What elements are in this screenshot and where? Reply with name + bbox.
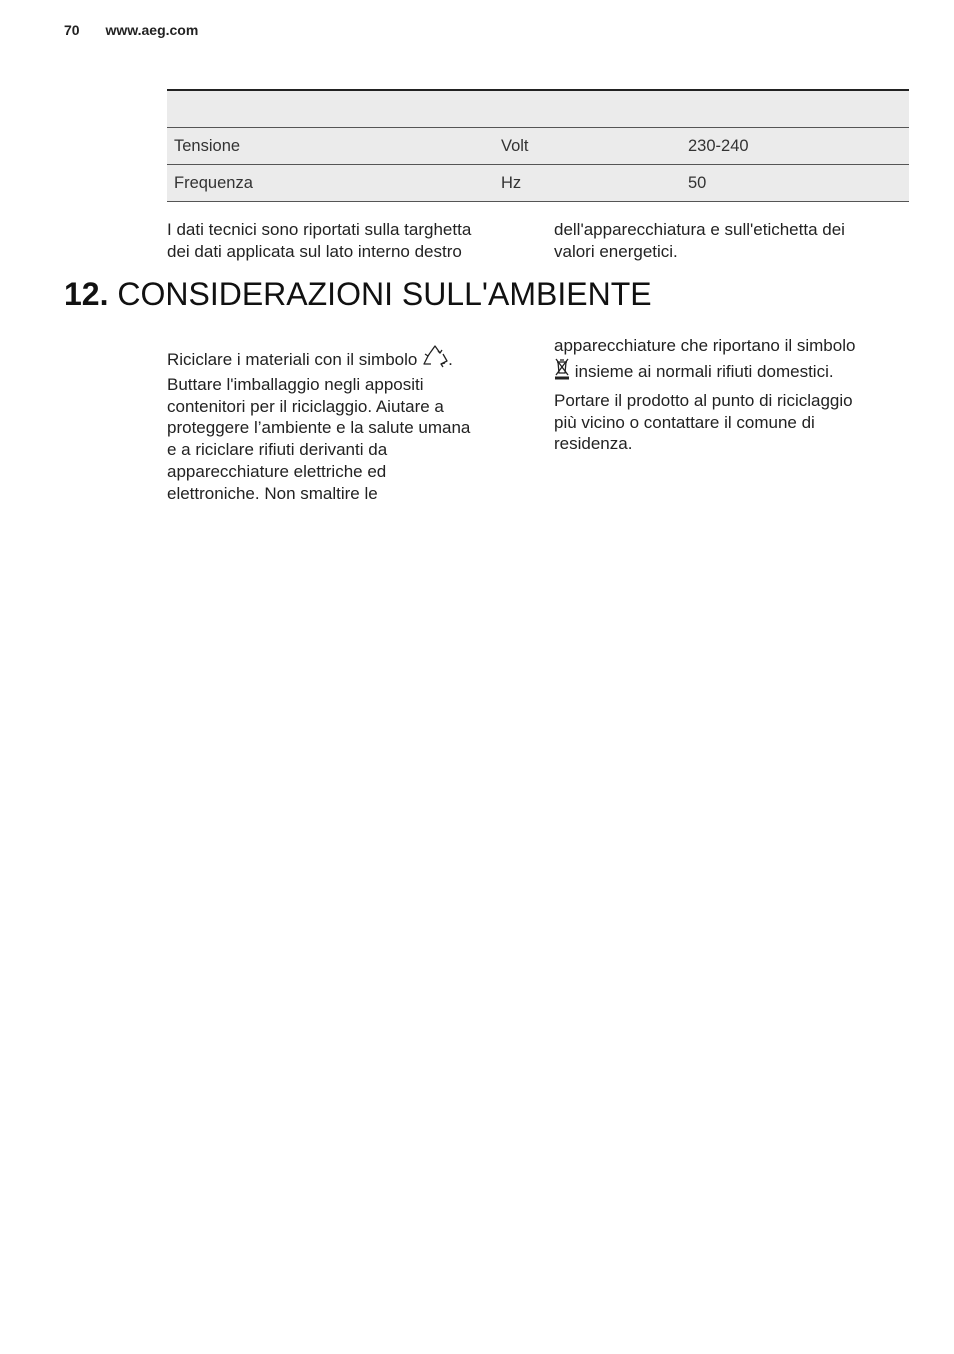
section-title	[64, 276, 652, 313]
row-unit: Hz	[494, 165, 681, 202]
spec-table	[167, 89, 909, 202]
page-number: 70	[64, 22, 80, 38]
environment-text-left: Riciclare i materiali con il simbolo . Buttare l'imballaggio negli appositi contenitori per il riciclaggio. Aiutare a proteggere l’ambiente e la salute umana e a riciclare rifiuti derivanti da apparecchiature elettriche ed elettroniche. Non smaltire le	[167, 344, 527, 505]
page-header	[64, 22, 198, 38]
website-link[interactable]: www.aeg.com	[105, 22, 199, 38]
row-label: Tensione	[167, 128, 494, 165]
row-unit: Volt	[494, 128, 681, 165]
environment-text-right: apparecchiature che riportano il simbolo insieme ai normali rifiuti domestici. Portare il prodotto al punto di riciclaggio più vicino o contattare il comune di residenza.	[554, 336, 856, 454]
recycle-icon	[422, 344, 448, 374]
row-value: 230-240	[681, 128, 909, 165]
tech-note-right: dell'apparecchiatura e sull'etichetta dei valori energetici.	[554, 220, 845, 261]
row-value: 50	[681, 165, 909, 202]
table-row	[167, 128, 909, 165]
table-header-row	[167, 90, 909, 128]
crossed-bin-icon	[554, 358, 570, 390]
table-row	[167, 165, 909, 202]
tech-note-left: I dati tecnici sono riportati sulla targhetta dei dati applicata sul lato interno destro	[167, 220, 472, 261]
section-title-text: CONSIDERAZIONI SULL'AMBIENTE	[117, 276, 652, 312]
row-label: Frequenza	[167, 165, 494, 202]
section-number: 12.	[64, 276, 109, 312]
